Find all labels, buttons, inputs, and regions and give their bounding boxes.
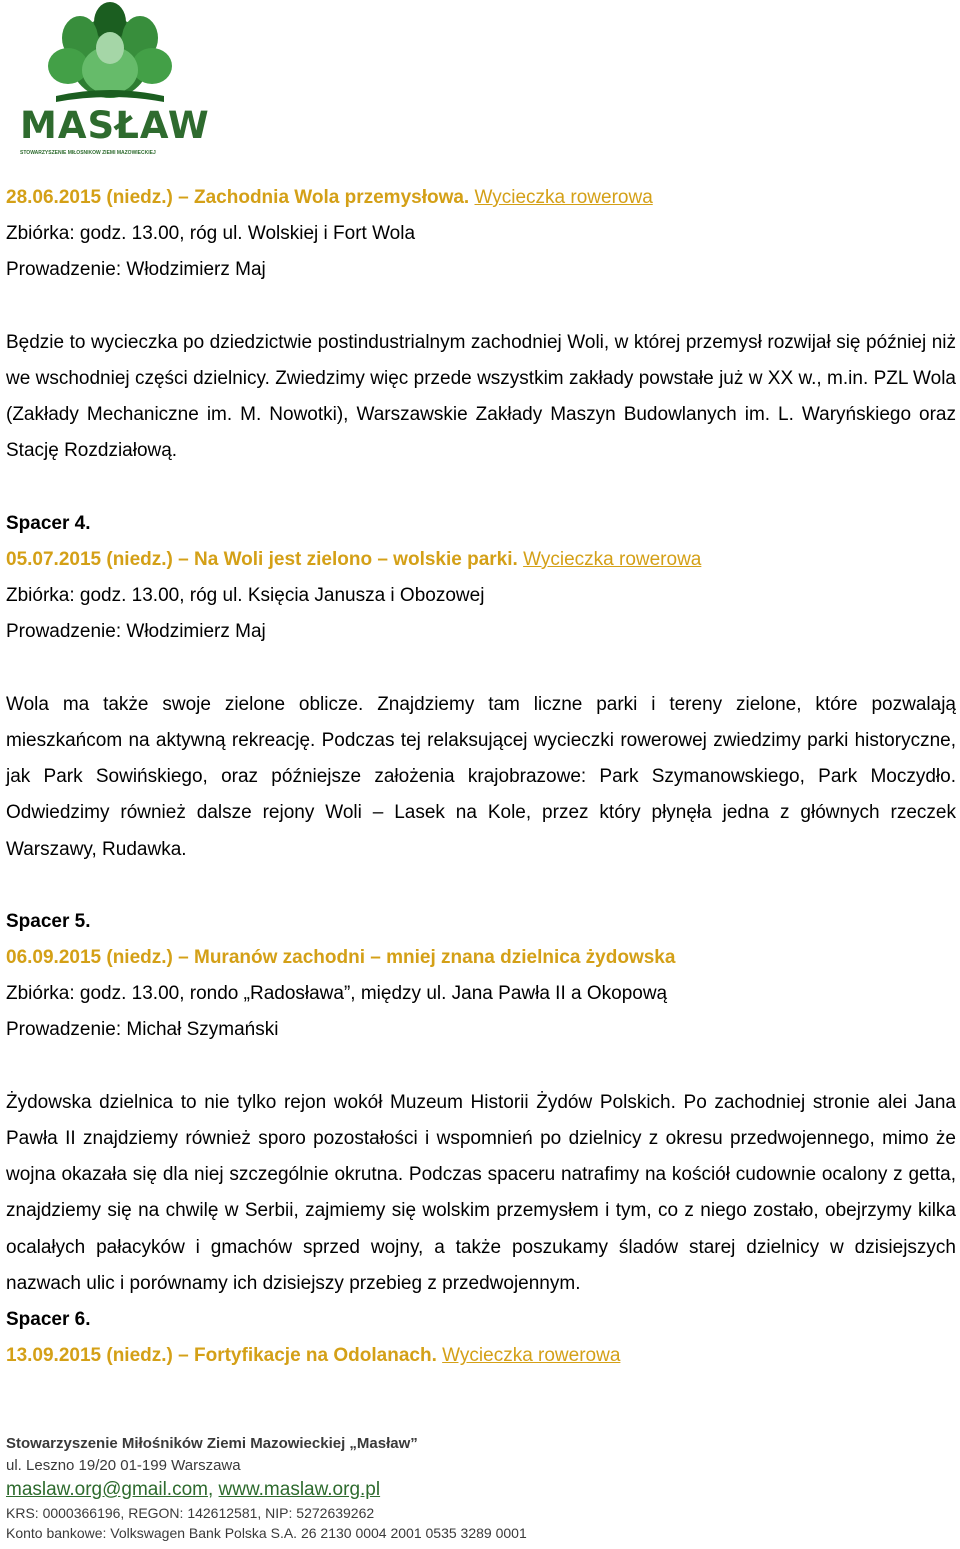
footer-address: ul. Leszno 19/20 01-199 Warszawa [6,1457,241,1474]
walk4-guide: Prowadzenie: Włodzimierz Maj [6,621,266,643]
walk5-title: – Muranów zachodni – mniej znana dzielnica żydowska [178,947,676,969]
walk5-date: 06.09.2015 (niedz.) [6,947,173,969]
footer-separator: , [207,1479,219,1500]
walk5-guide: Prowadzenie: Michał Szymański [6,1019,279,1041]
footer-website-link[interactable]: www.maslaw.org.pl [218,1479,381,1500]
walk5-description: Żydowska dzielnica to nie tylko rejon wokół Muzeum Historii Żydów Polskich. Po zachodniej stronie alei Jana Pawła II znajdziemy również sporo pozostałości i wspomnień po dzielnicy z okresu przedwojennego, mimo że wojna okazała się dla niej szczególnie okrutna. Podczas spaceru natrafimy na kościół cudownie ocalony z getta, znajdziemy się na chwilę w Serbii, zajmiemy się wolskim przemysłem i tym, co z niego zostało, obejrzymy kilka ocalałych pałacyków i gmachów sprzed wojny, a także poszukamy śladów starej dzielnicy w dzisiejszych nazwach ulic i porównamy ich dzisiejszy przebieg z przedwojennym. [6,1091,956,1294]
walk3-meeting: Zbiórka: godz. 13.00, róg ul. Wolskiej i Fort Wola [6,223,416,245]
walk6-date: 13.09.2015 (niedz.) [6,1345,173,1367]
maslaw-logo [16,0,210,164]
walk4-heading [6,542,956,578]
walk6-heading [6,1338,956,1374]
footer-email-link[interactable]: maslaw.org@gmail.com [6,1479,208,1500]
walk5-meeting: Zbiórka: godz. 13.00, rondo „Radosława”, między ul. Jana Pawła II a Okopową [6,983,668,1005]
walk4-header: Spacer 4. [6,512,91,534]
walk5-heading [6,940,956,976]
walk4-title: – Na Woli jest zielono – wolskie parki. [178,548,518,570]
walk6-header: Spacer 6. [6,1309,91,1331]
walk6-title: – Fortyfikacje na Odolanach. [178,1345,437,1367]
walk3-description: Będzie to wycieczka po dziedzictwie postindustrialnym zachodniej Woli, w której przemysł rozwijał się później niż we wschodniej części dzielnicy. Zwiedzimy więc przede wszystkim zakłady powstałe już w XX w., m.in. PZL Wola (Zakłady Mechaniczne im. M. Nowotki), Warszawskie Zakłady Maszyn Budowlanych im. L. Waryńskiego oraz Stację Rozdziałową. [6,331,956,462]
footer-registry: KRS: 0000366196, REGON: 142612581, NIP: 5272639262 [6,1505,375,1521]
walk4-meeting: Zbiórka: godz. 13.00, róg ul. Księcia Janusza i Obozowej [6,585,485,607]
logo-wordmark: MASŁAW [20,104,210,147]
walk3-guide: Prowadzenie: Włodzimierz Maj [6,259,266,281]
footer-contacts [6,1477,956,1503]
footer-org: Stowarzyszenie Miłośników Ziemi Mazowieckiej „Masław” [6,1435,418,1452]
walk4-bike-link[interactable]: Wycieczka rowerowa [523,548,702,570]
walk-schedule [6,180,956,1374]
walk3-bike-link[interactable]: Wycieczka rowerowa [474,187,653,208]
walk3-date: 28.06.2015 (niedz.) [6,187,173,208]
footer-bank: Konto bankowe: Volkswagen Bank Polska S.A. 26 2130 0004 2001 0535 3289 0001 [6,1525,527,1541]
walk4-date: 05.07.2015 (niedz.) [6,548,173,570]
walk6-bike-link[interactable]: Wycieczka rowerowa [442,1345,621,1367]
walk5-header: Spacer 5. [6,910,91,932]
walk4-description: Wola ma także swoje zielone oblicze. Znajdziemy tam liczne parki i tereny zielone, które pozwalają mieszkańcom na aktywną rekreację. Podczas tej relaksującej wycieczki rowerowej zwiedzimy parki historyczne, jak Park Sowińskiego, oraz późniejsze założenia krajobrazowe: Park Szymanowskiego, Park Moczydło. Odwiedzimy również dalsze rejony Woli – Lasek na Kole, przez który płynęła jedna z głównych rzeczek Warszawy, Rudawka. [6,693,956,860]
logo-subtitle: STOWARZYSZENIE MIŁOŚNIKÓW ZIEMI MAZOWIECKIEJ [20,150,156,156]
page-footer [6,1433,956,1543]
walk3-heading [6,180,956,216]
walk3-title: – Zachodnia Wola przemysłowa. [178,187,470,208]
